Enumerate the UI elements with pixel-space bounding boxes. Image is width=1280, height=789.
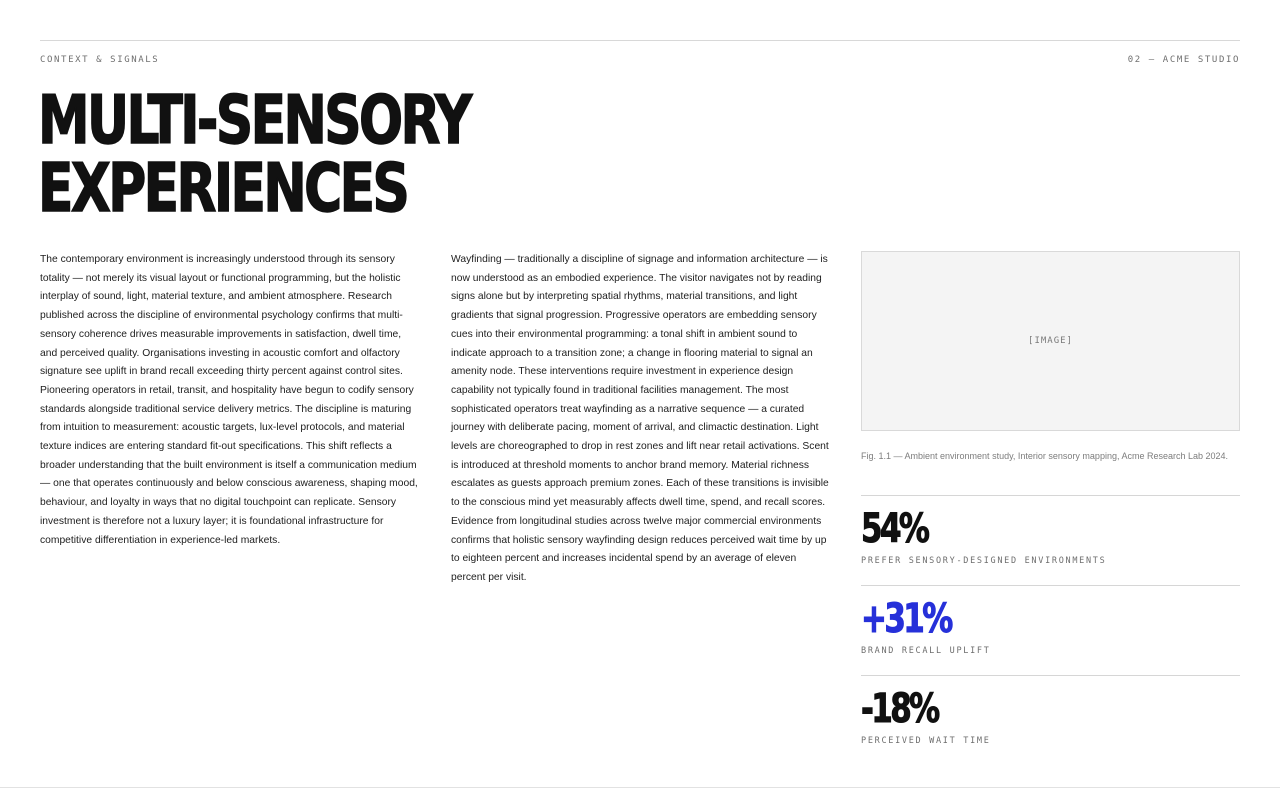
stat-block [861,675,1240,766]
section-label: CONTEXT & SIGNALS [40,55,160,65]
stat-block [861,495,1240,586]
page-title-line-2: EXPERIENCES [38,149,408,227]
stat-label: PREFER SENSORY-DESIGNED ENVIRONMENTS [861,556,1107,566]
stat-value: 54% [861,506,928,552]
page-label: 02 — ACME STUDIO [1127,55,1240,65]
stat-label: BRAND RECALL UPLIFT [861,646,991,656]
stat-label: PERCEIVED WAIT TIME [861,736,991,746]
stat-value: +31% [861,596,951,642]
stat-block [861,585,1240,676]
body-column-2: Wayfinding — traditionally a discipline of signage and information architecture — is now understood as an embodied experience. The visitor navigates not by reading signs alone but by interpreting spatial rhythms, material transitions, and light gradients that signal progression. Progressive operators are embedding sensory cues into their environmental programming: a tonal shift in ambient sound to indicate approach to a transition zone; a change in flooring material to signal an amenity node. These interventions require investment in experience design capability not typically found in traditional facilities management. The most sophisticated operators treat wayfinding as a narrative sequence — a curated journey with deliberate pacing, moment of arrival, and climactic destination. Light levels are choreographed to drop in rest zones and lift near retail activations. Scent is introduced at threshold moments to anchor brand memory. Material richness escalates as guests approach premium zones. Each of these transitions is invisible to the conscious mind yet measurably affects dwell time, spend, and recall scores. Evidence from longitudinal studies across twelve major commercial environments confirms that holistic sensory wayfinding design reduces perceived wait time by up to eighteen percent and increases incidental spend by an average of eleven percent per visit. [451,254,829,583]
top-divider [40,40,1240,41]
stat-value: -18% [861,686,938,732]
figure-caption: Fig. 1.1 — Ambient environment study, Interior sensory mapping, Acme Research Lab 2024. [861,451,1229,461]
image-placeholder [861,251,1240,431]
page-title-line-1: MULTI-SENSORY [38,81,470,159]
bottom-divider [0,787,1280,788]
body-column-1: The contemporary environment is increasingly understood through its sensory totality — not merely its visual layout or functional programming, but the holistic interplay of sound, light, material texture, and ambient atmosphere. Research published across the discipline of environmental psychology confirms that multi-sensory coherence drives measurable improvements in satisfaction, dwell time, and perceived quality. Organisations investing in acoustic comfort and olfactory signature see uplift in brand recall exceeding thirty percent against control sites. Pioneering operators in retail, transit, and hospitality have begun to codify sensory standards alongside traditional service delivery metrics. The discipline is maturing from intuition to measurement: acoustic targets, lux-level protocols, and material texture indices are entering standard fit-out specifications. This shift reflects a broader understanding that the built environment is itself a communication medium — one that operates continuously and below conscious awareness, shaping mood, behaviour, and loyalty in ways that no digital touchpoint can replicate. Sensory investment is therefore not a luxury layer; it is foundational infrastructure for competitive differentiation in experience-led markets. [40,254,418,546]
page-title [38,81,470,227]
image-placeholder-label: [IMAGE] [1028,336,1073,346]
